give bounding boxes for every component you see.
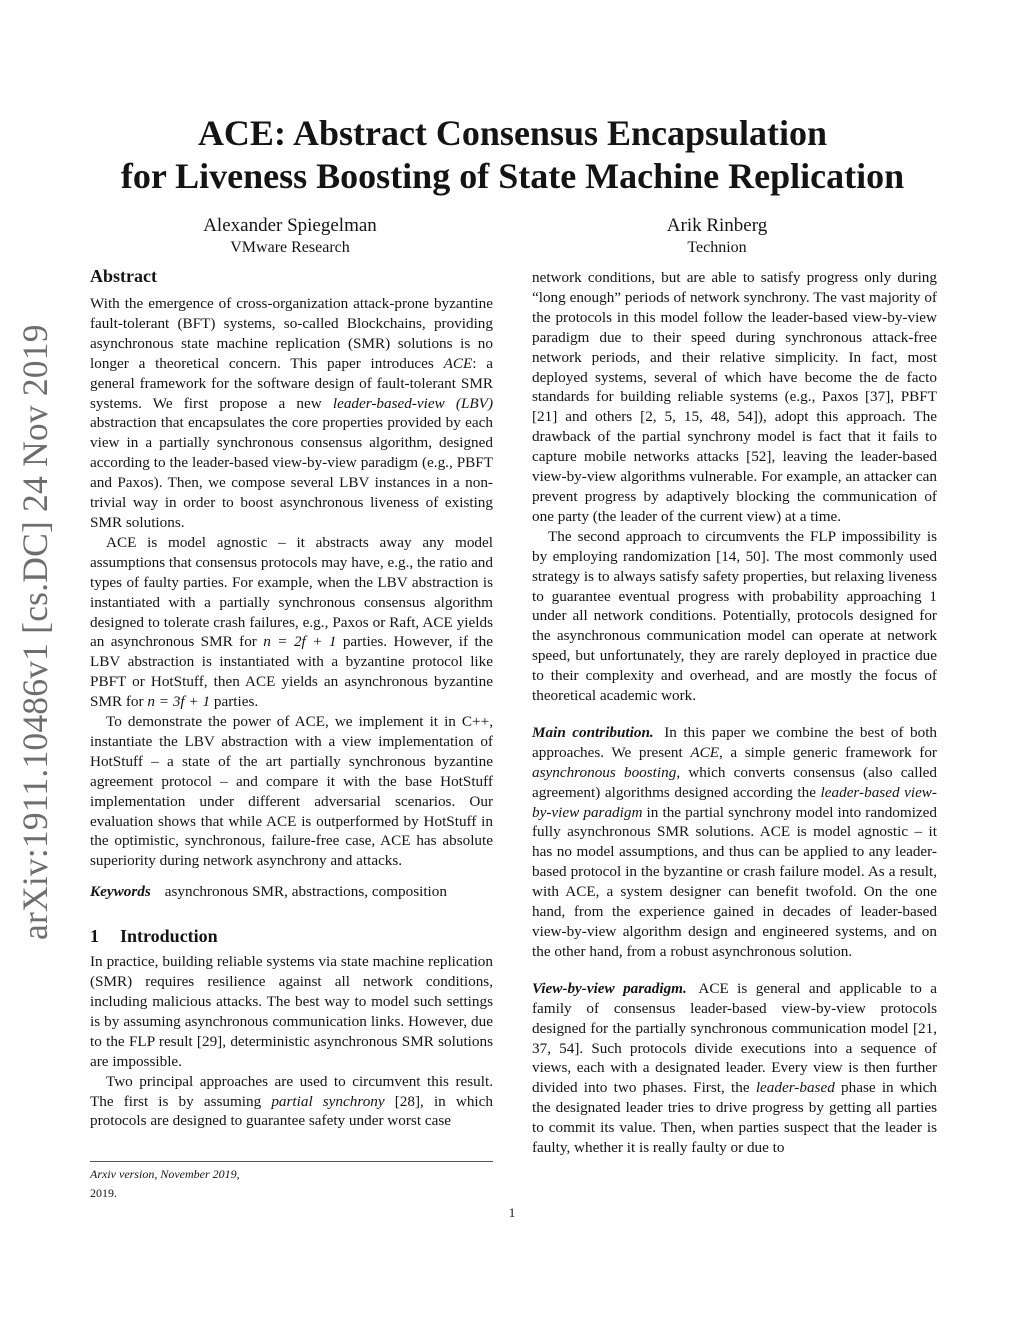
math-inline: n = 2f + 1 — [263, 633, 337, 651]
text-run: [28], in which protocols are designed to guarantee safety under worst case — [90, 1092, 493, 1130]
page-number: 1 — [508, 1205, 516, 1220]
text-run-italic: ACE — [690, 743, 719, 761]
text-run: parties. However, if the LBV abstraction is instantiated with a byzantine protocol like PBFT or HotStuff, then ACE yields an asynchronous byzantine SMR for — [90, 633, 494, 711]
text-run: ACE is model agnostic – it abstracts away any model assumptions that consensus protocols may have, e.g., the ratio and types of faulty parties. For example, when the LBV abstraction is instantiated with a partially synchronous consensus algorithm designed to tolerate crash failures, e.g., Paxos or Raft, ACE yields an asynchronous SMR for — [90, 533, 493, 651]
main-contribution-paragraph — [532, 723, 937, 962]
text-run-italic: ACE — [443, 354, 473, 372]
keywords-label: Keywords — [90, 883, 151, 901]
author-block-2 — [567, 214, 867, 258]
intro-paragraph-1: In practice, building reliable systems via state machine replication (SMR) requires resilience against all network conditions, including malicious attacks. The best way to model such settings is by assuming asynchronous communication links. However, due to the FLP result [29], deterministic asynchronous SMR solutions are impossible. — [90, 953, 493, 1070]
intro-paragraph-continued: network conditions, but are able to satisfy progress only during “long enough” periods of network synchrony. The vast majority of the protocols in this model follow the leader-based view-by-view paradigm due to their speed during synchronous attack-free network periods, and their relative simplicity. In fact, most deployed systems, several of which have become the de facto standards for building reliable systems (e.g., Paxos [37], PBFT [21] and others [2, 5, 15, 48, 54]), adopt this approach. The drawback of the partial synchrony model is fact that it fails to capture mobile networks attacks [52], leaving the leader-based view-by-view algorithms vulnerable. For example, an attacker can prevent progress by adaptively blocking the communication of one party (the leader of the current view) at a time. — [532, 269, 937, 525]
text-run: parties. — [210, 693, 259, 711]
text-run: in the partial synchrony model into randomized fully asynchronous SMR solutions. ACE is model agnostic – it has no model assumptions, and thus can be applied to any leader-based protocol in the byzantine or crash failure model. As a result, with ACE, a system designer can benefit twofold. On the one hand, from the experience gained in decades of leader-based view-by-view algorithm design and engineered systems, and on the other hand, from a robust asynchronous solution. — [532, 803, 937, 960]
author-affiliation: VMware Research — [230, 239, 350, 256]
text-run-italic: leader-based — [755, 1079, 835, 1097]
right-column — [532, 268, 937, 1158]
text-run: Two principal approaches are used to circumvent this result. The first is by assuming — [90, 1072, 493, 1110]
paper-title-line-2: for Liveness Boosting of State Machine Replication — [120, 156, 905, 196]
text-run: ACE is general and applicable to a family of consensus leader-based view-by-view protocols designed for the partially synchronous communication model [21, 37, 54]. Such protocols divide executions into a sequence of views, each with a designated leader. Every view is then further divided into two phases. First, the — [532, 979, 937, 1097]
section-number: 1 — [90, 926, 99, 947]
view-by-view-paragraph — [532, 979, 937, 1158]
author-name: Alexander Spiegelman — [203, 215, 377, 236]
text-run-italic: leader-based-view (LBV) — [332, 394, 493, 412]
text-run: : a general framework for the software design of fault-tolerant SMR systems. We first propose a new — [90, 354, 493, 412]
footnote-line-1: Arxiv version, November 2019, — [90, 1167, 240, 1181]
text-run: abstraction that encapsulates the core properties provided by each view in a partially synchronous consensus algorithm, designed according to the leader-based view-by-view paradigm (e.g., PBFT and Paxos). Then, we compose several LBV instances in a non-trivial way in order to boost asynchronous liveness of existing SMR solutions. — [90, 414, 493, 531]
paper-title — [90, 112, 935, 198]
text-run-italic: partial synchrony — [271, 1092, 385, 1110]
run-in-heading: View-by-view paradigm. — [532, 979, 687, 997]
text-run: , which converts consensus (also called agreement) algorithms designed according the — [532, 763, 938, 801]
text-run-italic: asynchronous boosting — [532, 763, 677, 781]
author-block-1 — [140, 214, 440, 258]
paper-title-line-1: ACE: Abstract Consensus Encapsulation — [197, 113, 828, 153]
footnote-line-2: 2019. — [90, 1186, 117, 1200]
abstract-paragraph-3: To demonstrate the power of ACE, we implement it in C++, instantiate the LBV abstraction with a view implementation of HotStuff – a state of the art partially synchronous byzantine agreement protocol – and compare it with the base HotStuff implementation under different adversarial scenarios. Our evaluation shows that while ACE is outperformed by HotStuff in the optimistic, synchronous, failure-free case, ACE has absolute superiority during network asynchrony and attacks. — [90, 713, 493, 870]
left-column — [90, 265, 493, 1131]
text-run: phase in which the designated leader tries to drive progress by getting all parties to commit its value. Then, when parties suspect that the leader is faulty, whether it is really faulty or due to — [532, 1079, 937, 1157]
text-run: , a simple generic framework for — [719, 743, 937, 761]
text-run: With the emergence of cross-organization attack-prone byzantine fault-tolerant (BFT) systems, so-called Blockchains, providing asynchronous state machine replication (SMR) solutions is no longer a theoretical concern. This paper introduces — [90, 295, 493, 372]
intro-paragraph-3: The second approach to circumvents the FLP impossibility is by employing randomization [14, 50]. The most commonly used strategy is to always satisfy safety properties, but relaxing liveness to guarantee eventual progress with probability approaching 1 under all network conditions. Potentially, protocols designed for the asynchronous communication model can operate at network speed, but unfortunately, they are rarely deployed in practice due to their complexity and overhead, and are mostly the focus of theoretical academic work. — [532, 527, 937, 705]
section-title: Introduction — [120, 926, 218, 947]
text-run-italic: leader-based view-by-view paradigm — [532, 783, 937, 821]
author-affiliation: Technion — [687, 239, 747, 256]
intro-paragraph-2 — [90, 1072, 493, 1132]
abstract-paragraph-1 — [90, 294, 493, 533]
abstract-paragraph-2 — [90, 533, 493, 712]
arxiv-identifier-stamp: arXiv:1911.10486v1 [cs.DC] 24 Nov 2019 — [15, 324, 55, 940]
footnote — [90, 1165, 493, 1203]
footnote-divider — [90, 1161, 493, 1162]
text-run: In this paper we combine the best of both approaches. We present — [532, 723, 938, 761]
run-in-heading: Main contribution. — [532, 723, 654, 741]
keywords-text: asynchronous SMR, abstractions, composition — [164, 883, 447, 901]
author-name: Arik Rinberg — [666, 215, 768, 236]
keywords-line — [90, 882, 493, 902]
math-inline: n = 3f + 1 — [147, 693, 211, 711]
abstract-heading: Abstract — [90, 266, 157, 286]
section-heading-introduction — [90, 925, 493, 947]
